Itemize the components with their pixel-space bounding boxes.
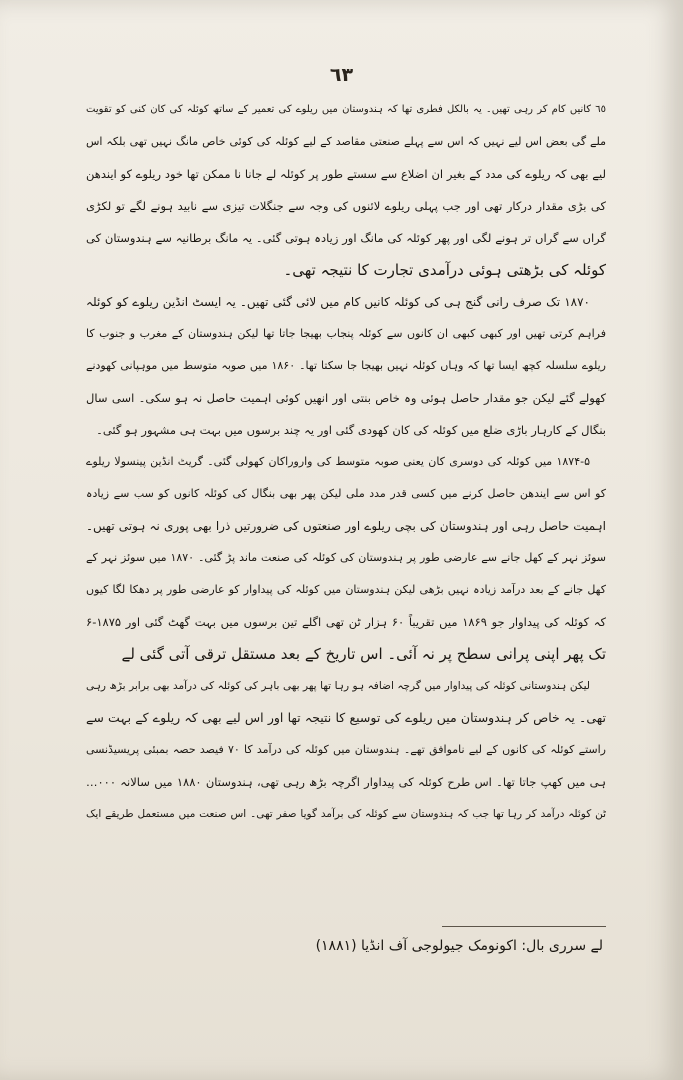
text-line: اہمیت حاصل رہی اور ہندوستان کی بچی ریلوے اور صنعتوں کی ضرورتیں ذرا بھی پوری نہ ہوتی تھیں۔ xyxy=(86,519,606,533)
text-line: ہی میں کھپ جاتا تھا۔ اس طرح کوئلہ کی پیداوار اگرچہ بڑھ رہی تھی، ہندوستان ۱۸۸۰ میں سالانہ ۰۰۰… xyxy=(86,775,606,789)
text-line: کوئلہ کی بڑھتی ہوئی درآمدی تجارت کا نتیجہ تھی۔ xyxy=(283,261,606,279)
text-line: تھی۔ یہ خاص کر ہندوستان میں ریلوے کی توسیع کا نتیجہ تھا اور اس لیے بھی کہ ریلوے کے بہت سے xyxy=(86,710,606,725)
text-line: کھولے گئے لیکن جو مقدار حاصل ہوئی وہ خاص بنتی اور انھیں کوئی اہمیت حاصل نہ ہو سکی۔ اسی سال xyxy=(86,391,606,405)
text-line: ۱۸۷۰ تک صرف رانی گنج ہی کی کوئلہ کانیں کام میں لائی گئی تھیں۔ یہ ایسٹ انڈین ریلوے کو کوئلہ xyxy=(86,295,590,309)
footnote: لے سرری بال: اکونومک جیولوجی آف انڈیا (۱۸۸۱) xyxy=(315,938,603,954)
text-line: سوئز نہر کے کھل جانے سے عارضی طور پر ہندوستان کی کوئلہ کی صنعت ماند پڑ گئی۔ ۱۸۷۰ میں سوئز نہر کے xyxy=(86,551,606,564)
text-line: ٹن کوئلہ درآمد کر رہا تھا جب کہ ہندوستان سے کوئلہ کی برآمد گویا صفر تھی۔ اس صنعت میں مستعمل طریقے ایک xyxy=(86,808,606,820)
body-text xyxy=(86,94,606,830)
text-line: کہ کوئلہ کی پیداوار جو ۱۸۶۹ میں تقریباً ۶۰ ہزار ٹن تھی اگلے تین برسوں میں بہت گھٹ گئی اور ۱۸۷۵-۶ xyxy=(86,615,606,629)
text-line: ٦٥ کانیں کام کر رہی تھیں۔ یہ بالکل فطری تھا کہ ہندوستان میں ریلوے کی تعمیر کے ساتھ کوئلہ کی کان کنی کو تقویت xyxy=(86,104,606,115)
text-line: گراں سے گراں تر ہونے لگی اور پھر کوئلہ کی مانگ اور زیادہ ہوتی گئی۔ یہ مانگ برطانیہ سے ہندوستان کی xyxy=(86,231,606,245)
text-line: ۱۸۷۴-۵ میں کوئلہ کی دوسری کان یعنی صوبہ متوسط کی واروراکان کھولی گئی۔ گریٹ انڈین پینسولا ریلوے xyxy=(86,455,590,468)
text-line: تک پھر اپنی پرانی سطح پر نہ آئی۔ اس تاریخ کے بعد مستقل ترقی آتی گئی لے xyxy=(121,645,606,663)
text-line: لیے بھی کہ ریلوے کی مدد کے بغیر ان اضلاع سے سستے طور پر کوئلہ لے جانا نا ممکن تھا خود ریلوے کو ایندھن xyxy=(86,167,606,181)
text-line: بنگال کے کارہار باڑی ضلع میں کوئلہ کی کان کھودی گئی اور یہ چند برسوں میں بہت ہی مشہور ہو گئی۔ xyxy=(96,423,606,437)
text-line: ملے گی بعض اس لیے نہیں کہ اس سے پہلے صنعتی مقاصد کے لیے کوئلہ کی کوئی خاص مانگ نہیں تھی بلکہ اس xyxy=(86,135,606,148)
text-line: کو اس سے ایندھن حاصل کرنے میں کسی قدر مدد ملی لیکن پھر بھی بنگال کی کوئلہ کانوں کو سب سے زیادہ xyxy=(86,487,606,500)
footnote-divider xyxy=(442,926,606,927)
text-line: راستے کوئلہ کی کانوں کے لیے ناموافق تھے۔ ہندوستان میں کوئلہ کی درآمد کا ۷۰ فیصد حصہ بمبئی پریسیڈنسی xyxy=(86,743,606,756)
text-line: کھل جانے کے بعد درآمد زیادہ نہیں بڑھی لیکن ہندوستان میں کوئلہ کی پیداوار کو عارضی طور پر دھکا لگا کیوں xyxy=(86,583,606,596)
text-line: لیکن ہندوستانی کوئلہ کی پیداوار میں گرچہ اضافہ ہو رہا تھا پھر بھی باہر کی کوئلہ کی درآمد بھی برابر بڑھ رہی xyxy=(86,680,590,692)
page-number: ٦٣ xyxy=(329,64,354,86)
text-line: ریلوے سلسلہ کچھ ایسا تھا کہ وہاں کوئلہ نہیں بھیجا جا سکتا تھا۔ ۱۸۶۰ میں صوبہ متوسط میں موہپانی کھودنے xyxy=(86,359,606,372)
text-line: فراہم کرتی تھیں اور کبھی کبھی ان کانوں سے کوئلہ پنجاب بھیجا جاتا تھا لیکن ہندوستان کے مغرب و جنوب کا xyxy=(86,327,606,340)
text-line: کی بڑی مقدار درکار تھی اور جب پہلی ریلوے لائنوں کی وجہ سے جنگلات تیزی سے نابید ہونے لگے تو لکڑی xyxy=(86,199,606,213)
